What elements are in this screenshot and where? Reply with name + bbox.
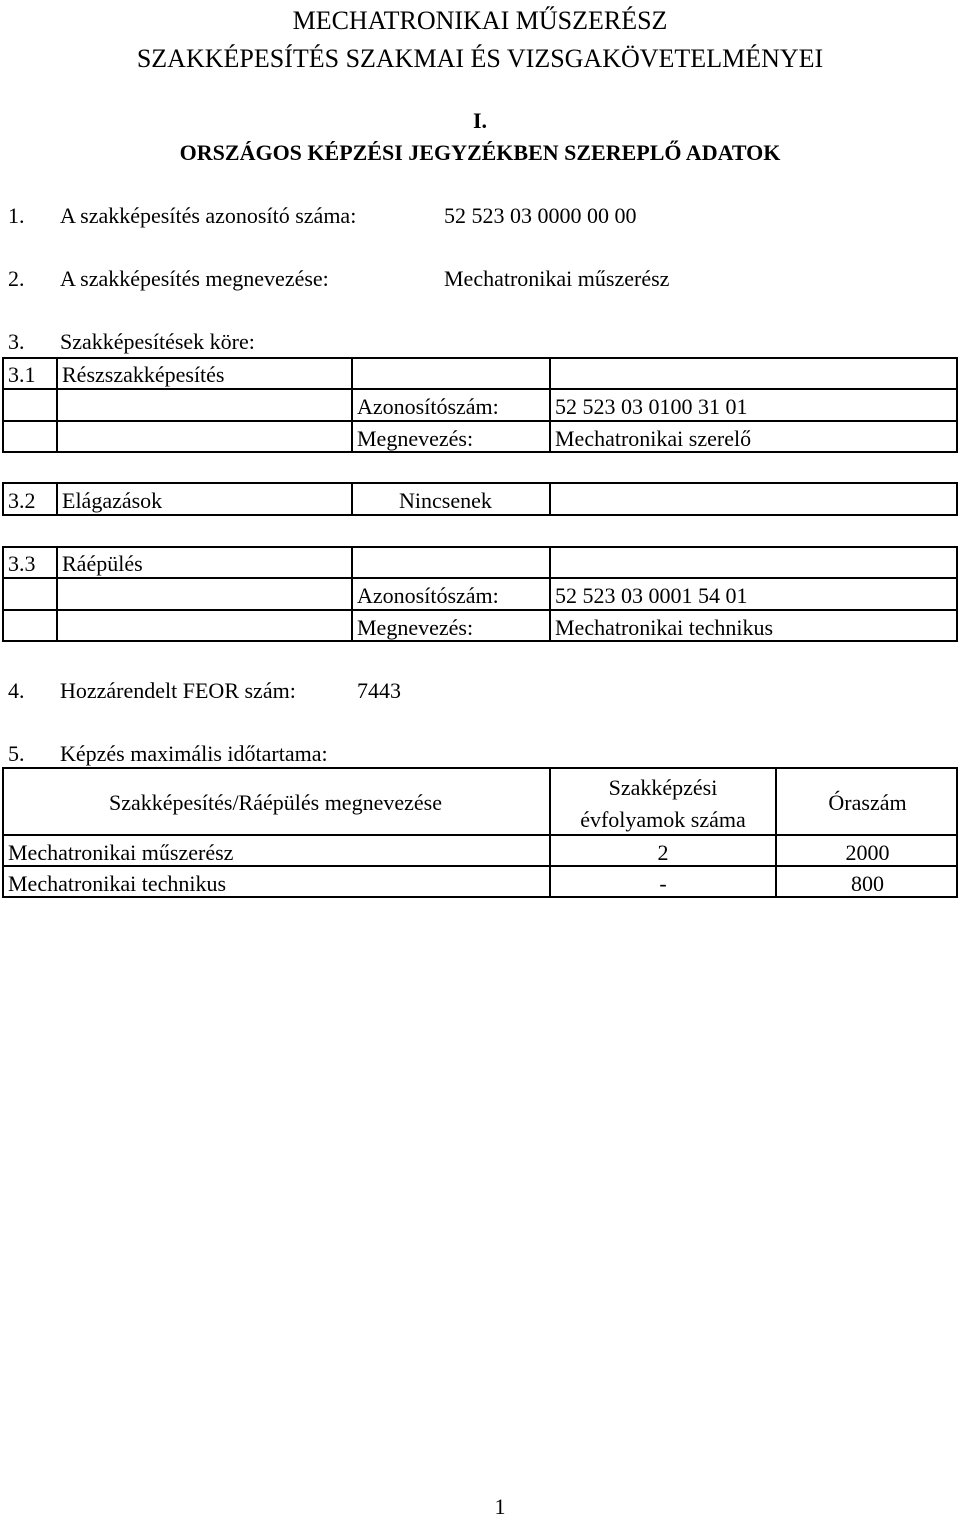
item-3-number: 3. <box>8 329 25 354</box>
table-divider <box>2 577 958 579</box>
table-divider <box>2 834 958 836</box>
table-row-2-grades: - <box>659 871 667 896</box>
document-title: MECHATRONIKAI MŰSZERÉSZ <box>292 6 668 35</box>
subqualification-id-label: Azonosítószám: <box>357 394 499 419</box>
table-divider <box>549 482 551 516</box>
subqualification-number: 3.1 <box>8 362 36 387</box>
table-divider <box>56 546 58 642</box>
extension-id-value: 52 523 03 0001 54 01 <box>555 583 748 608</box>
extension-label: Ráépülés <box>62 551 143 576</box>
subqualification-id-value: 52 523 03 0100 31 01 <box>555 394 748 419</box>
item-1-number: 1. <box>8 203 25 228</box>
table-divider <box>351 546 353 642</box>
item-1-value: 52 523 03 0000 00 00 <box>444 203 637 228</box>
column-header-hours: Óraszám <box>828 790 907 815</box>
item-5-number: 5. <box>8 741 25 766</box>
branches-label: Elágazások <box>62 488 163 513</box>
table-divider <box>56 482 58 516</box>
table-row-2-name: Mechatronikai technikus <box>8 871 227 896</box>
extension-name-label: Megnevezés: <box>357 615 474 640</box>
table-row-1-grades: 2 <box>657 840 669 865</box>
extension-id-label: Azonosítószám: <box>357 583 499 608</box>
item-4-value: 7443 <box>357 678 401 703</box>
column-header-grades-line1: Szakképzési <box>608 775 718 800</box>
column-header-name: Szakképesítés/Ráépülés megnevezése <box>109 790 442 815</box>
item-2-value: Mechatronikai műszerész <box>444 266 670 291</box>
subqualification-name-value: Mechatronikai szerelő <box>555 426 752 451</box>
section-number: I. <box>472 108 488 133</box>
branches-number: 3.2 <box>8 488 36 513</box>
table-divider <box>2 420 958 422</box>
item-4-label: Hozzárendelt FEOR szám: <box>60 678 296 703</box>
branches-value: Nincsenek <box>399 488 492 513</box>
item-3-label: Szakképesítések köre: <box>60 329 255 354</box>
table-row-2-hours: 800 <box>851 871 884 896</box>
item-2-label: A szakképesítés megnevezése: <box>60 266 329 291</box>
table-divider <box>351 482 353 516</box>
item-1-label: A szakképesítés azonosító száma: <box>60 203 357 228</box>
section-title: ORSZÁGOS KÉPZÉSI JEGYZÉKBEN SZEREPLŐ ADATOK <box>179 140 781 165</box>
column-header-grades-line2: évfolyamok száma <box>580 807 746 832</box>
table-row-1-name: Mechatronikai műszerész <box>8 840 234 865</box>
document-subtitle: SZAKKÉPESÍTÉS SZAKMAI ÉS VIZSGAKÖVETELMÉNYEI <box>136 44 824 73</box>
table-divider <box>2 865 958 867</box>
subqualification-name-label: Megnevezés: <box>357 426 474 451</box>
table-divider <box>2 388 958 390</box>
table-row-1-hours: 2000 <box>845 840 890 865</box>
subqualification-label: Részszakképesítés <box>62 362 225 387</box>
table-divider <box>549 546 551 642</box>
extension-name-value: Mechatronikai technikus <box>555 615 774 640</box>
extension-number: 3.3 <box>8 551 36 576</box>
table-divider <box>549 357 551 453</box>
table-divider <box>56 357 58 453</box>
item-4-number: 4. <box>8 678 25 703</box>
item-2-number: 2. <box>8 266 25 291</box>
table-divider <box>351 357 353 453</box>
page-number: 1 <box>494 1494 506 1519</box>
item-5-label: Képzés maximális időtartama: <box>60 741 328 766</box>
table-divider <box>2 609 958 611</box>
